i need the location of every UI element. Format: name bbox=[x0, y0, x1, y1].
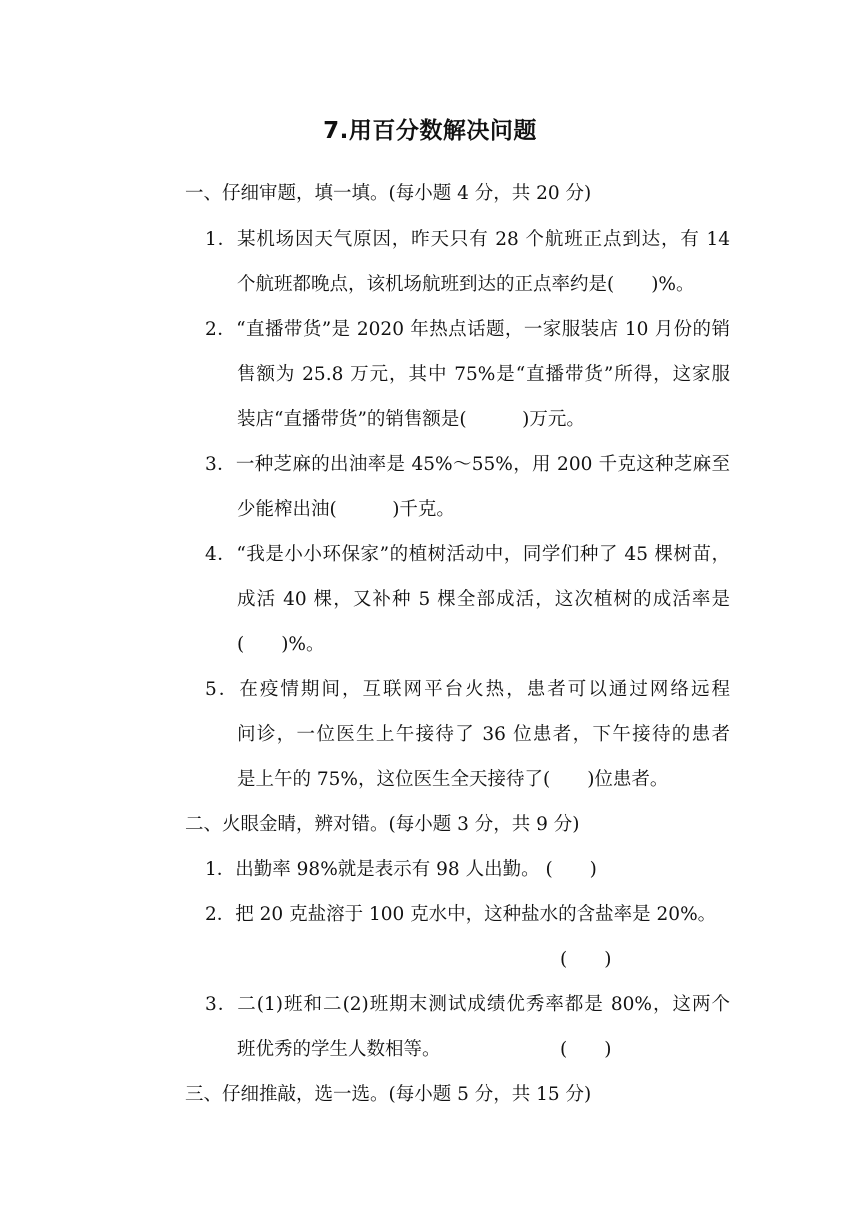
s2-q3-answer-bracket: ( ) bbox=[560, 1039, 612, 1060]
s1-q5-line1: 5．在疫情期间，互联网平台火热，患者可以通过网络远程 bbox=[205, 679, 730, 700]
s1-q1-line1: 1．某机场因天气原因，昨天只有 28 个航班正点到达，有 14 bbox=[205, 229, 730, 250]
s2-q2-line1: 2．把 20 克盐溶于 100 克水中，这种盐水的含盐率是 20%。 bbox=[205, 904, 717, 925]
s1-q3-line2: 少能榨出油( )千克。 bbox=[237, 499, 455, 520]
page-title: 7.用百分数解决问题 bbox=[323, 118, 537, 144]
s2-q2-answer-bracket: ( ) bbox=[560, 949, 612, 970]
section-3-heading: 三、仔细推敲，选一选。(每小题 5 分，共 15 分) bbox=[185, 1084, 592, 1105]
s1-q4-line2: 成活 40 棵，又补种 5 棵全部成活，这次植树的成活率是 bbox=[237, 589, 730, 610]
section-2-heading: 二、火眼金睛，辨对错。(每小题 3 分，共 9 分) bbox=[185, 814, 580, 835]
s1-q2-line1: 2．“直播带货”是 2020 年热点话题，一家服装店 10 月份的销 bbox=[205, 319, 730, 340]
s2-q3-line1: 3．二(1)班和二(2)班期末测试成绩优秀率都是 80%，这两个 bbox=[205, 994, 730, 1015]
s2-q3-line2: 班优秀的学生人数相等。 bbox=[237, 1039, 441, 1060]
s2-q1-line1: 1．出勤率 98%就是表示有 98 人出勤。 ( ) bbox=[205, 859, 597, 880]
s1-q5-line3: 是上午的 75%，这位医生全天接待了( )位患者。 bbox=[237, 769, 669, 790]
s1-q2-line3: 装店“直播带货”的销售额是( )万元。 bbox=[237, 409, 585, 430]
s1-q5-line2: 问诊，一位医生上午接待了 36 位患者，下午接待的患者 bbox=[237, 724, 730, 745]
section-1-heading: 一、仔细审题，填一填。(每小题 4 分，共 20 分) bbox=[185, 183, 592, 204]
s1-q2-line2: 售额为 25.8 万元，其中 75%是“直播带货”所得，这家服 bbox=[237, 364, 730, 385]
s1-q4-line3: ( )%。 bbox=[237, 634, 325, 655]
s1-q3-line1: 3．一种芝麻的出油率是 45%～55%，用 200 千克这种芝麻至 bbox=[205, 454, 730, 475]
s1-q4-line1: 4．“我是小小环保家”的植树活动中，同学们种了 45 棵树苗， bbox=[205, 544, 730, 565]
s1-q1-line2: 个航班都晚点，该机场航班到达的正点率约是( )%。 bbox=[237, 274, 695, 295]
